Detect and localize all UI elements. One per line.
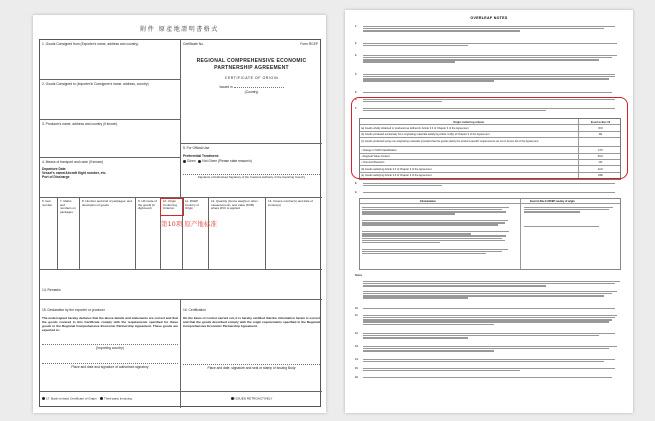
note-10: 10. — [355, 307, 625, 310]
declaration-text: The undersigned hereby declares that the above details and statements are correct and that the goods covered in this Certificate comply with the requirements specified for these goods in the Regional Comprehensive Economic Partnership Agreement. These goods are exported to: — [42, 316, 178, 332]
criteria-code: WO — [578, 125, 622, 130]
box-15-declaration — [40, 300, 181, 392]
third-party-label: Third-party invoicing — [104, 396, 132, 401]
criteria-label: (c) Goods produced using non-originating materials provided that the goods satisfy the product-specific requirements set out in Annex 3A of the Agreement — [361, 139, 539, 143]
retroactive-checkbox[interactable] — [231, 397, 234, 400]
note-4: 4. — [355, 73, 625, 83]
criteria-label: (e) Goods satisfying Article 3.5 of Chapter 3 of the Agreement — [361, 174, 432, 178]
col-marks — [58, 198, 80, 270]
criteria-code: ACU — [578, 166, 622, 171]
note-1: 1. — [355, 25, 625, 32]
col-quantity-label: 12. Quantity (Gross weight or other measurement), and value (FOB) where RVC is applied — [211, 199, 258, 211]
note-6: 6. — [355, 98, 625, 103]
criteria-code: CTC — [578, 147, 622, 152]
country-origin-table — [359, 198, 621, 270]
criteria-label: - Chemical Reaction — [361, 161, 385, 165]
criteria-code: PE — [578, 132, 622, 137]
given-radio[interactable] — [183, 160, 186, 163]
given-label: Given — [187, 159, 196, 164]
note-3: 3. — [355, 54, 625, 64]
certificate-form-page — [33, 15, 326, 413]
note-13: 13. — [355, 345, 625, 352]
note-8: 8. — [355, 182, 625, 187]
criteria-header-left: Origin conferring criteria — [453, 120, 484, 124]
exporter-signature-caption: Place and date and signature of authorised signatory — [71, 364, 149, 369]
criteria-code: DMI — [578, 173, 622, 179]
highlight-box-10 — [160, 198, 184, 216]
criteria-label: (b) Goods produced exclusively from originating materials satisfying Article 3.2(b) of Chapter 3 of the Agreement — [361, 133, 490, 137]
criteria-code: RVC — [578, 154, 622, 159]
note-12: 12. — [355, 332, 625, 339]
col-country-origin-label: 11. RCEP Country of Origin — [185, 199, 199, 211]
col-hs-code — [136, 198, 161, 270]
criteria-label: (a) Goods wholly obtained or produced as defined in Article 3.3 of Chapter 3 of the Agreement — [361, 126, 469, 130]
official-signature-caption: Signature of Authorised Signatory of the Customs Authority of the Importing Country — [197, 175, 306, 180]
box-14-remarks — [40, 270, 322, 300]
criteria-label: - Change in Tariff Classification — [361, 148, 397, 152]
form-header-title: 附件 原產地證明書格式 — [140, 26, 219, 33]
box-17-options — [40, 392, 181, 408]
certificate-subtitle: CERTIFICATE OF ORIGIN — [224, 76, 279, 80]
note-5: 5. — [355, 91, 625, 94]
col-invoice-label: 13. Invoice number(s) and date of invoice(s) — [268, 199, 313, 207]
certification-text: On the basis of control carried out, it is hereby certified that the information herein is correct and that the goods described comply with the origin requirements specified in the Regional Comprehensive Economic Partnership Agreement. — [183, 316, 320, 328]
box-14-label: 14. Remarks — [42, 288, 61, 292]
col-invoice — [266, 198, 322, 270]
box-3-label: 3. Producer's name, address and country (if known) — [42, 122, 118, 126]
issuing-body-caption: Place and date, signature and seal or stamp of Issuing Body — [207, 365, 296, 370]
importing-country-caption: (Importing country) — [96, 345, 124, 350]
form-rcep-label: Form RCEP — [300, 42, 318, 46]
note-7: 7. — [355, 107, 625, 112]
callout-box-10: 第10项 原产地标准 — [161, 220, 217, 228]
note-9: 9. — [355, 191, 625, 194]
criteria-header-right: Insert in Box 10 — [578, 119, 622, 124]
col-description — [80, 198, 136, 270]
box-17-retro — [181, 392, 322, 408]
box-2-consignee — [40, 80, 181, 120]
note-15: 15. — [355, 367, 625, 372]
box-2-label: 2. Goods Consigned to (Importer's/ Consignee's name, address, country) — [42, 82, 149, 86]
not-given-radio[interactable] — [198, 160, 201, 163]
col-quantity — [209, 198, 266, 270]
criteria-label: - Regional Value Content — [361, 155, 390, 159]
box-3-producer — [40, 120, 181, 158]
box-15-label: 15. Declaration by the exporter or producer — [42, 308, 105, 312]
col-country-origin — [183, 198, 209, 270]
box-1-exporter — [40, 40, 181, 80]
certificate-no-label: Certificate No. — [183, 42, 204, 46]
country-header-left: Circumstance — [420, 200, 436, 203]
certificate-form — [39, 39, 321, 407]
col-item-number-label: 6. Item number — [42, 199, 53, 207]
not-given-label: Not Given (Please state reason/s) — [202, 159, 252, 164]
country-header-right: Insert in Box 11 RCEP country of origin — [530, 200, 575, 203]
overleaf-notes-page — [345, 10, 633, 413]
note-11: 11. — [355, 314, 625, 326]
note-14: 14. — [355, 358, 625, 363]
criteria-label: (d) Goods satisfying Article 3.4 of Chapter 3 of the Agreement — [361, 167, 432, 171]
col-hs-code-label: 9. HS Code of the goods (6 digit-level) — [138, 199, 157, 211]
retroactive-label: ISSUED RETROACTIVELY — [234, 396, 273, 401]
box-16-certification — [181, 300, 322, 392]
vessel-label: Vessel's name/Aircraft flight number, etc. — [42, 171, 107, 176]
highlight-criteria-section — [351, 97, 628, 179]
col-origin-criterion-label: 10. Origin Conferring Criterion — [163, 199, 178, 211]
col-item-number — [40, 198, 58, 270]
notes-body — [355, 280, 625, 300]
issued-in-label: Issued in — [219, 85, 233, 90]
back-to-back-label: 17. Back-to-back Certificate of Origin — [46, 396, 97, 401]
country-caption: (Country) — [244, 89, 259, 94]
preferential-label: Preferential Treatment: — [183, 154, 219, 159]
notes-label: Notes — [355, 274, 363, 277]
overleaf-title: OVERLEAF NOTES — [470, 16, 508, 20]
box-1-label: 1. Goods Consigned from (Exporter's name, address and country) — [42, 42, 139, 46]
port-label: Port of Discharge — [42, 175, 70, 180]
col-marks-label: 7. Marks and numbers on packages — [60, 199, 76, 214]
box-16-label: 16. Certification — [183, 308, 206, 312]
box-5-official-use — [181, 144, 322, 198]
box-4-transport — [40, 158, 181, 198]
back-to-back-checkbox[interactable] — [42, 397, 45, 400]
agreement-title: REGIONAL COMPREHENSIVE ECONOMIC PARTNERSHIP AGREEMENT — [196, 58, 307, 71]
note-2: 2. — [355, 42, 625, 47]
certificate-header — [181, 40, 322, 144]
departure-date-label: Departure Date — [42, 167, 66, 172]
criteria-code: CR — [578, 160, 622, 165]
note-16: 16. — [355, 376, 625, 379]
box-4-label: 4. Means of transport and route (if known) — [42, 160, 104, 164]
col-description-label: 8. Number and kind of packages; and description of goods — [82, 199, 132, 207]
box-5-label: 5. For Official Use — [183, 146, 210, 150]
third-party-checkbox[interactable] — [100, 397, 103, 400]
